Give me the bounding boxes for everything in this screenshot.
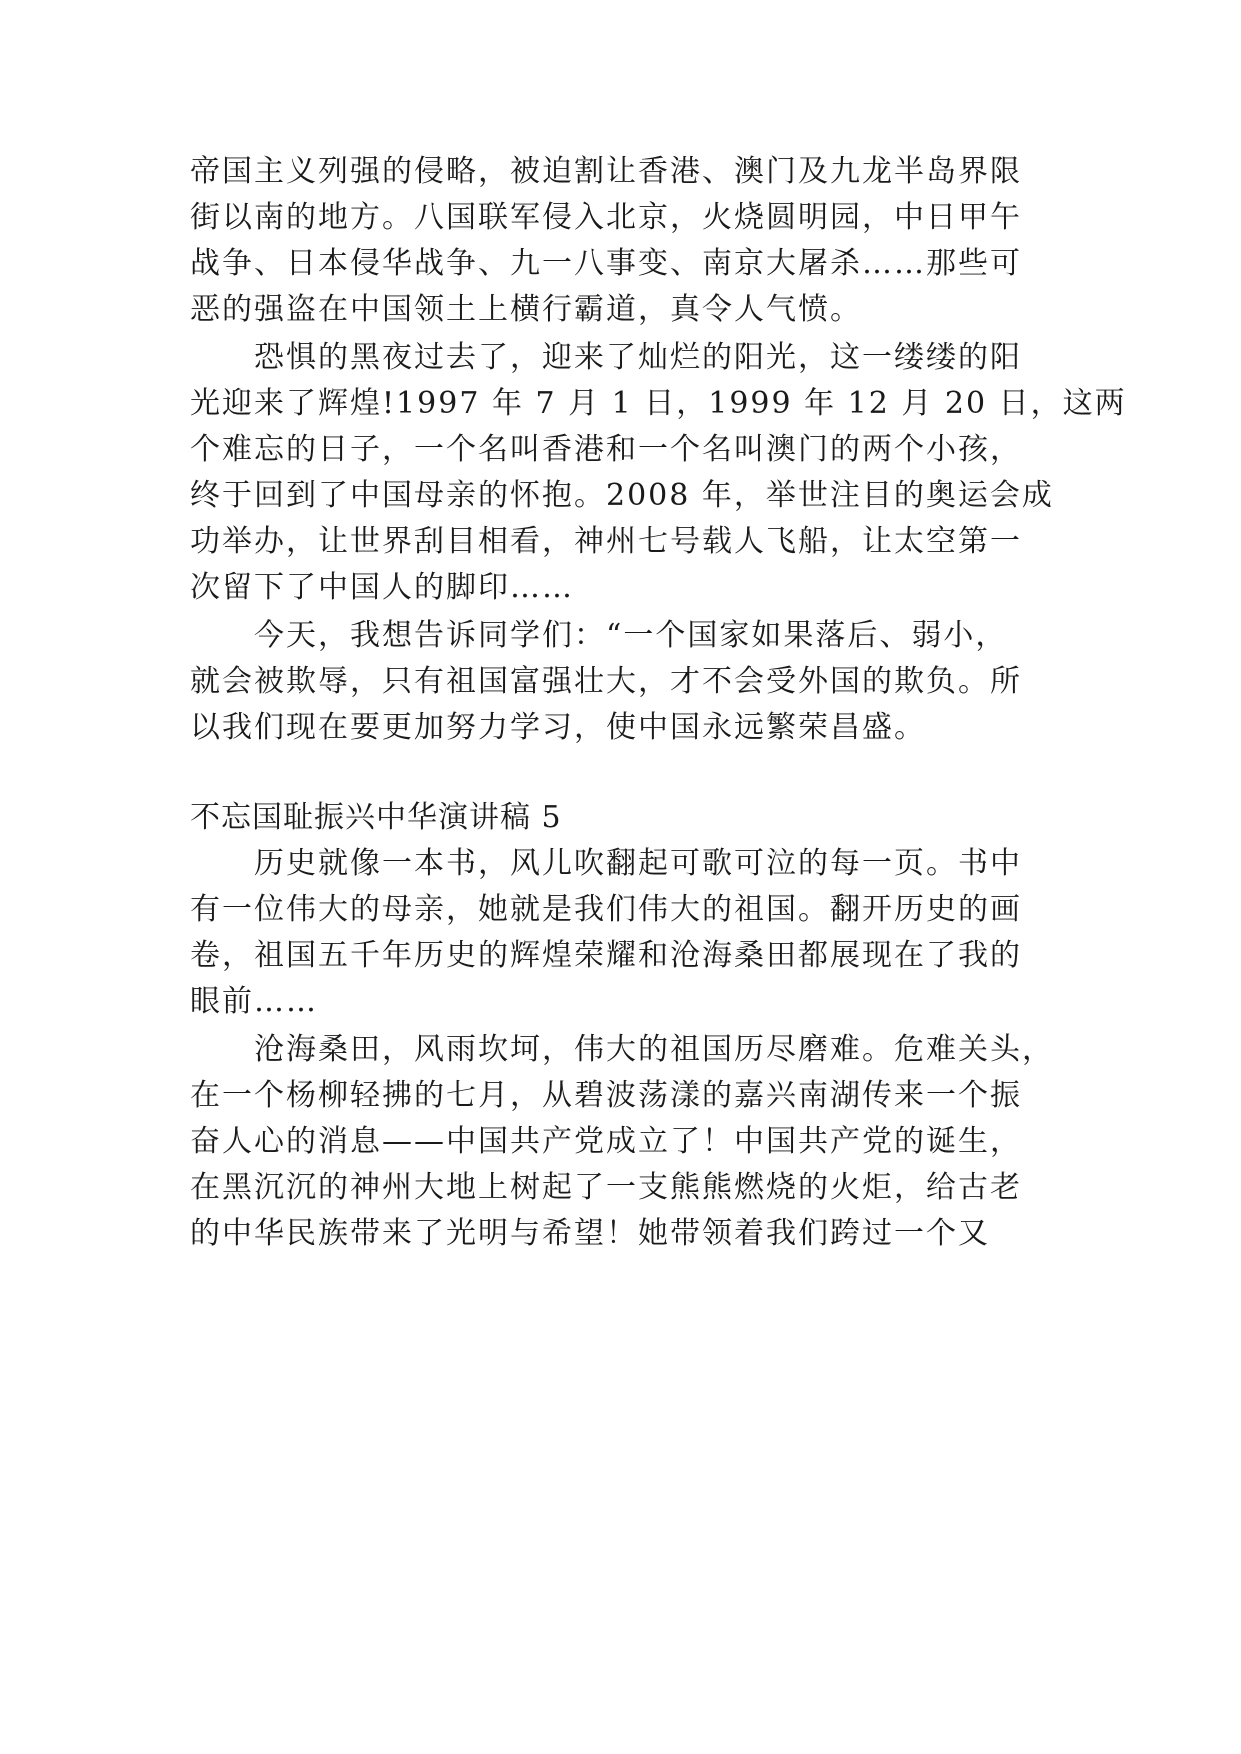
paragraph-line: 恶的强盗在中国领土上横行霸道，真令人气愤。: [190, 292, 862, 327]
paragraph-line: 眼前……: [190, 984, 318, 1019]
paragraph-line: 战争、日本侵华战争、九一八事变、南京大屠杀……那些可: [190, 246, 1022, 281]
paragraph-line: 终于回到了中国母亲的怀抱。2008 年，举世注目的奥运会成: [190, 478, 1054, 513]
paragraph-line: 在一个杨柳轻拂的七月，从碧波荡漾的嘉兴南湖传来一个振: [190, 1078, 1022, 1113]
paragraph-line: 今天，我想告诉同学们：“一个国家如果落后、弱小，: [254, 618, 1008, 653]
section-heading: 不忘国耻振兴中华演讲稿 5: [190, 800, 562, 835]
paragraph-line: 以我们现在要更加努力学习，使中国永远繁荣昌盛。: [190, 710, 926, 745]
paragraph-line: 卷，祖国五千年历史的辉煌荣耀和沧海桑田都展现在了我的: [190, 938, 1022, 973]
paragraph-line: 街以南的地方。八国联军侵入北京，火烧圆明园，中日甲午: [190, 200, 1022, 235]
paragraph-line: 沧海桑田，风雨坎坷，伟大的祖国历尽磨难。危难关头，: [254, 1032, 1054, 1067]
paragraph-line: 恐惧的黑夜过去了，迎来了灿烂的阳光，这一缕缕的阳: [254, 340, 1022, 375]
paragraph-line: 个难忘的日子，一个名叫香港和一个名叫澳门的两个小孩，: [190, 432, 1022, 467]
paragraph-line: 功举办，让世界刮目相看，神州七号载人飞船，让太空第一: [190, 524, 1022, 559]
paragraph-line: 次留下了中国人的脚印……: [190, 570, 574, 605]
paragraph-line: 历史就像一本书，风儿吹翻起可歌可泣的每一页。书中: [254, 846, 1022, 881]
paragraph-line: 的中华民族带来了光明与希望！她带领着我们跨过一个又: [190, 1216, 990, 1251]
paragraph-line: 光迎来了辉煌!1997 年 7 月 1 日，1999 年 12 月 20 日，这两: [190, 386, 1127, 421]
paragraph-line: 在黑沉沉的神州大地上树起了一支熊熊燃烧的火炬，给古老: [190, 1170, 1022, 1205]
paragraph-line: 有一位伟大的母亲，她就是我们伟大的祖国。翻开历史的画: [190, 892, 1022, 927]
paragraph-line: 帝国主义列强的侵略，被迫割让香港、澳门及九龙半岛界限: [190, 154, 1022, 189]
paragraph-line: 就会被欺辱，只有祖国富强壮大，才不会受外国的欺负。所: [190, 664, 1022, 699]
paragraph-line: 奋人心的消息——中国共产党成立了！中国共产党的诞生，: [190, 1124, 1022, 1159]
